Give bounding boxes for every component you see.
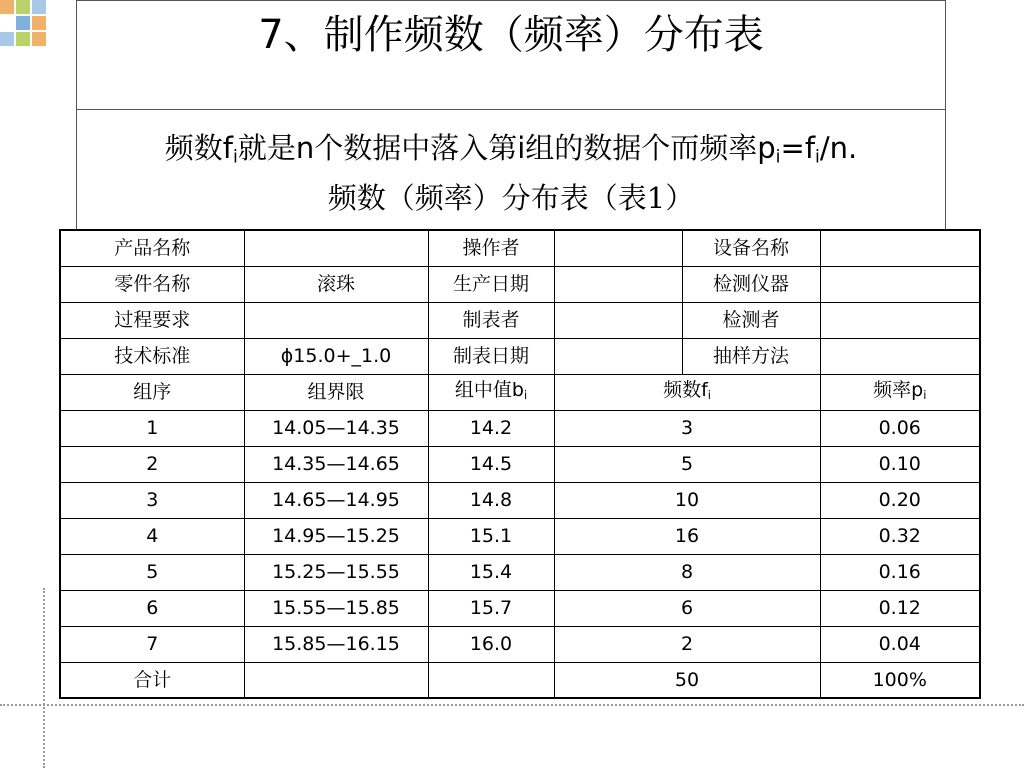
total-empty bbox=[244, 662, 428, 698]
cell-limits: 14.95—15.25 bbox=[244, 518, 428, 554]
table-row bbox=[60, 518, 980, 554]
info-cell: 零件名称 bbox=[60, 266, 244, 302]
cell-group-no: 5 bbox=[60, 554, 244, 590]
table-row bbox=[60, 446, 980, 482]
total-empty bbox=[428, 662, 554, 698]
header-freq-label: 频数f bbox=[663, 378, 708, 401]
info-row bbox=[60, 302, 980, 338]
info-cell: 产品名称 bbox=[60, 230, 244, 266]
cell-mid: 15.7 bbox=[428, 590, 554, 626]
cell-group-no: 1 bbox=[60, 410, 244, 446]
info-cell bbox=[244, 230, 428, 266]
info-cell bbox=[820, 266, 980, 302]
cell-group-no: 2 bbox=[60, 446, 244, 482]
info-cell: 滚珠 bbox=[244, 266, 428, 302]
cell-rate: 0.06 bbox=[820, 410, 980, 446]
cell-limits: 14.05—14.35 bbox=[244, 410, 428, 446]
info-cell bbox=[820, 302, 980, 338]
cell-group-no: 6 bbox=[60, 590, 244, 626]
cell-rate: 0.04 bbox=[820, 626, 980, 662]
definition-sub2: i bbox=[775, 147, 781, 168]
total-rate: 100% bbox=[820, 662, 980, 698]
info-cell bbox=[820, 230, 980, 266]
cell-mid: 14.5 bbox=[428, 446, 554, 482]
cell-rate: 0.10 bbox=[820, 446, 980, 482]
cell-mid: 15.4 bbox=[428, 554, 554, 590]
header-group-no: 组序 bbox=[60, 374, 244, 410]
header-mid-sub: i bbox=[523, 387, 528, 402]
info-cell: 检测者 bbox=[682, 302, 820, 338]
definition-sub3: i bbox=[815, 147, 820, 168]
table-header-row bbox=[60, 374, 980, 410]
header-rate-label: 频率p bbox=[873, 378, 924, 401]
header-mid-label: 组中值b bbox=[454, 378, 524, 401]
info-cell: 检测仪器 bbox=[682, 266, 820, 302]
total-row bbox=[60, 662, 980, 698]
cell-freq: 8 bbox=[554, 554, 820, 590]
title-divider bbox=[76, 109, 946, 110]
cell-freq: 2 bbox=[554, 626, 820, 662]
cell-limits: 14.65—14.95 bbox=[244, 482, 428, 518]
info-cell bbox=[244, 302, 428, 338]
cell-mid: 16.0 bbox=[428, 626, 554, 662]
cell-rate: 0.16 bbox=[820, 554, 980, 590]
info-cell bbox=[554, 302, 682, 338]
info-cell: 设备名称 bbox=[682, 230, 820, 266]
cell-mid: 15.1 bbox=[428, 518, 554, 554]
info-row bbox=[60, 338, 980, 374]
cell-mid: 14.2 bbox=[428, 410, 554, 446]
definition-sub1: i bbox=[232, 147, 238, 168]
cell-group-no: 3 bbox=[60, 482, 244, 518]
info-cell: 制表日期 bbox=[428, 338, 554, 374]
definition-part3: =f bbox=[780, 131, 816, 165]
cell-rate: 0.20 bbox=[820, 482, 980, 518]
info-cell: 技术标准 bbox=[60, 338, 244, 374]
cell-rate: 0.12 bbox=[820, 590, 980, 626]
info-cell bbox=[820, 338, 980, 374]
definition-part1: 频数f bbox=[164, 131, 233, 165]
table-row bbox=[60, 626, 980, 662]
info-row bbox=[60, 230, 980, 266]
cell-rate: 0.32 bbox=[820, 518, 980, 554]
cell-mid: 14.8 bbox=[428, 482, 554, 518]
table-row bbox=[60, 554, 980, 590]
header-rate bbox=[820, 374, 980, 410]
slide-logo bbox=[0, 0, 64, 56]
dotted-guide-horizontal bbox=[0, 704, 1024, 706]
cell-freq: 6 bbox=[554, 590, 820, 626]
cell-limits: 15.85—16.15 bbox=[244, 626, 428, 662]
header-rate-sub: i bbox=[923, 387, 927, 402]
info-cell: ϕ15.0+_1.0 bbox=[244, 338, 428, 374]
total-freq: 50 bbox=[554, 662, 820, 698]
info-cell: 操作者 bbox=[428, 230, 554, 266]
definition-text bbox=[76, 128, 946, 177]
cell-freq: 5 bbox=[554, 446, 820, 482]
info-cell bbox=[554, 230, 682, 266]
definition-part4: /n. bbox=[819, 131, 858, 165]
dotted-guide-vertical bbox=[43, 588, 45, 768]
cell-group-no: 4 bbox=[60, 518, 244, 554]
cell-freq: 16 bbox=[554, 518, 820, 554]
cell-limits: 15.25—15.55 bbox=[244, 554, 428, 590]
info-cell bbox=[554, 338, 682, 374]
info-cell: 生产日期 bbox=[428, 266, 554, 302]
info-cell: 制表者 bbox=[428, 302, 554, 338]
cell-limits: 15.55—15.85 bbox=[244, 590, 428, 626]
definition-part2: 就是n个数据中落入第i组的数据个而频率p bbox=[237, 131, 776, 165]
frequency-table bbox=[59, 229, 981, 699]
total-label: 合计 bbox=[60, 662, 244, 698]
page-title: 7、制作频数（频率）分布表 bbox=[258, 12, 764, 58]
header-freq-sub: i bbox=[707, 387, 711, 402]
table-row bbox=[60, 410, 980, 446]
cell-limits: 14.35—14.65 bbox=[244, 446, 428, 482]
header-freq bbox=[554, 374, 820, 410]
table-caption: 频数（频率）分布表（表1） bbox=[327, 181, 695, 215]
header-mid bbox=[428, 374, 554, 410]
info-cell: 过程要求 bbox=[60, 302, 244, 338]
info-cell bbox=[554, 266, 682, 302]
cell-freq: 3 bbox=[554, 410, 820, 446]
info-cell: 抽样方法 bbox=[682, 338, 820, 374]
header-limits: 组界限 bbox=[244, 374, 428, 410]
cell-freq: 10 bbox=[554, 482, 820, 518]
info-row bbox=[60, 266, 980, 302]
table-row bbox=[60, 590, 980, 626]
table-row bbox=[60, 482, 980, 518]
cell-group-no: 7 bbox=[60, 626, 244, 662]
